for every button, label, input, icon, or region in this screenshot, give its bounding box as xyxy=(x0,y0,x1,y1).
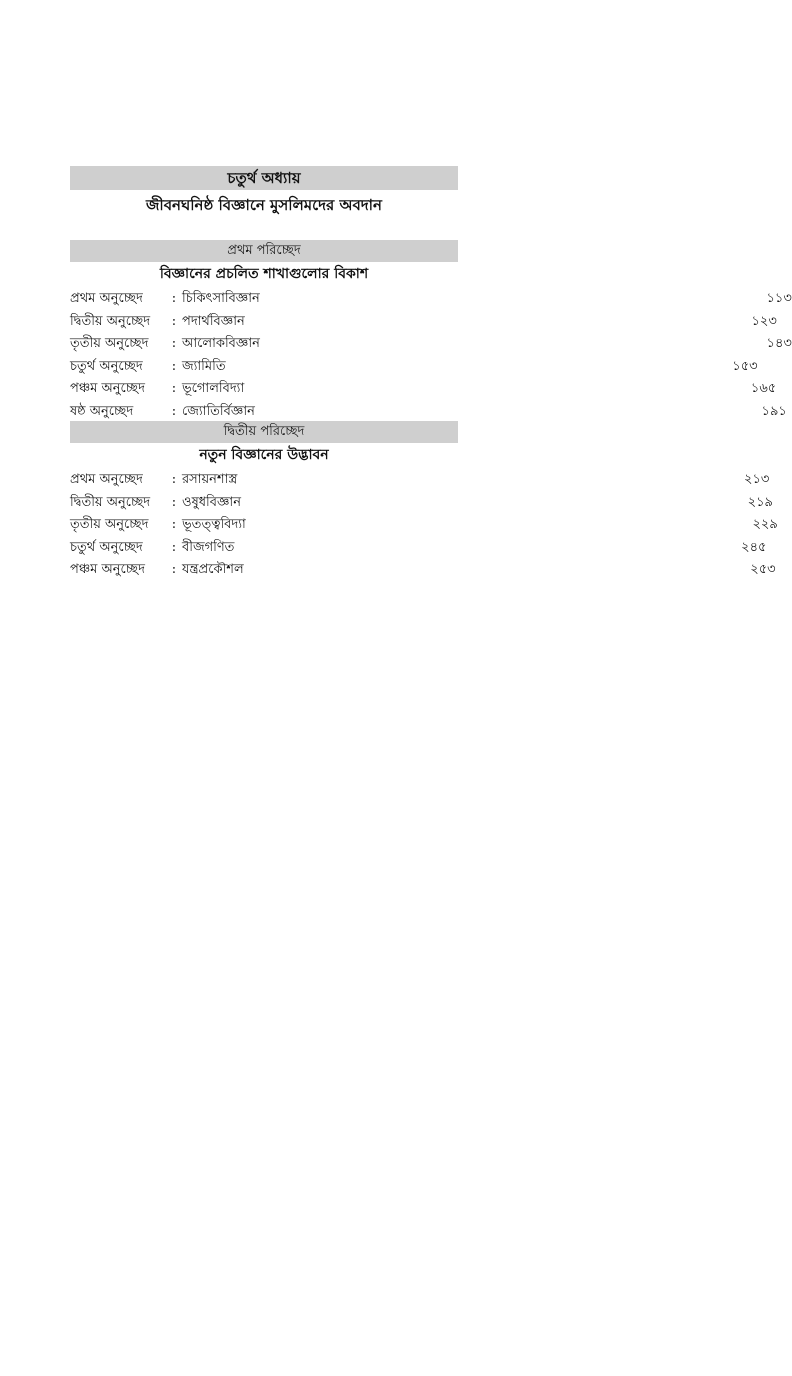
entry-title: রসায়নশাস্ত্র xyxy=(182,472,238,487)
entry-label: প্রথম অনুচ্ছেদ xyxy=(70,291,143,306)
entry-label: চতুর্থ অনুচ্ছেদ xyxy=(70,358,143,374)
toc-entry[interactable] xyxy=(70,312,777,335)
entry-title: যন্ত্রপ্রকৌশল xyxy=(182,562,244,578)
entry-page-number: ২১৯ xyxy=(747,494,773,510)
entry-separator: : xyxy=(171,517,177,533)
entry-title: আলোকবিজ্ঞান xyxy=(182,336,260,352)
entry-label: দ্বিতীয় অনুচ্ছেদ xyxy=(70,313,151,329)
entry-title: বীজগণিত xyxy=(182,539,235,555)
toc-entry[interactable] xyxy=(70,538,767,561)
entry-page-number: ২১৩ xyxy=(744,472,770,487)
entry-title: ওষুধবিজ্ঞান xyxy=(182,494,241,510)
section-heading-2: দ্বিতীয় পরিচ্ছেদ xyxy=(70,421,458,443)
toc-list-2 xyxy=(70,470,778,583)
toc-entry[interactable] xyxy=(70,357,758,380)
entry-separator: : xyxy=(171,562,177,578)
toc-entry[interactable] xyxy=(70,289,792,312)
entry-page-number: ২২৯ xyxy=(752,517,778,533)
entry-label: প্রথম অনুচ্ছেদ xyxy=(70,472,143,487)
entry-separator: : xyxy=(171,403,177,419)
entry-page-number: ১১৩ xyxy=(766,291,792,306)
entry-title: ভূগোলবিদ্যা xyxy=(182,381,245,397)
entry-page-number: ১৯১ xyxy=(761,403,787,419)
entry-title: পদার্থবিজ্ঞান xyxy=(182,313,245,329)
entry-separator: : xyxy=(171,358,177,374)
entry-page-number: ১৪৩ xyxy=(766,336,792,352)
entry-label: চতুর্থ অনুচ্ছেদ xyxy=(70,539,143,555)
entry-page-number: ২৫৩ xyxy=(750,562,776,578)
entry-title: জ্যামিতি xyxy=(182,358,226,374)
entry-page-number: ১৬৫ xyxy=(750,381,777,397)
entry-label: পঞ্চম অনুচ্ছেদ xyxy=(70,562,145,578)
section-title-2: নতুন বিজ্ঞানের উদ্ভাবন xyxy=(199,447,329,463)
toc-entry[interactable] xyxy=(70,334,792,357)
entry-separator: : xyxy=(171,539,177,555)
entry-page-number: ১৫৩ xyxy=(732,358,758,374)
toc-entry[interactable] xyxy=(70,515,778,538)
section-title-1: বিজ্ঞানের প্রচলিত শাখাগুলোর বিকাশ xyxy=(159,266,369,282)
entry-title: চিকিৎসাবিজ্ঞান xyxy=(182,291,260,306)
entry-page-number: ২৪৫ xyxy=(741,539,767,555)
chapter-subtitle: জীবনঘনিষ্ঠ বিজ্ঞানে মুসলিমদের অবদান xyxy=(145,196,382,214)
toc-entry[interactable] xyxy=(70,493,773,516)
entry-page-number: ১২৩ xyxy=(751,313,777,329)
toc-entry[interactable] xyxy=(70,470,770,493)
section-heading-1: প্রথম পরিচ্ছেদ xyxy=(70,240,458,262)
entry-label: দ্বিতীয় অনুচ্ছেদ xyxy=(70,494,151,510)
entry-label: তৃতীয় অনুচ্ছেদ xyxy=(70,336,149,352)
entry-title: জ্যোতির্বিজ্ঞান xyxy=(182,403,255,419)
entry-label: পঞ্চম অনুচ্ছেদ xyxy=(70,381,145,397)
entry-separator: : xyxy=(171,381,177,397)
entry-label: ষষ্ঠ অনুচ্ছেদ xyxy=(70,403,134,419)
entry-separator: : xyxy=(171,494,177,510)
toc-list-1 xyxy=(70,289,792,425)
entry-separator: : xyxy=(171,472,177,487)
chapter-heading: চতুর্থ অধ্যায় xyxy=(70,166,458,190)
toc-entry[interactable] xyxy=(70,379,777,402)
toc-entry[interactable] xyxy=(70,560,776,583)
entry-separator: : xyxy=(171,313,177,329)
entry-title: ভূতত্ত্ববিদ্যা xyxy=(182,517,246,533)
entry-label: তৃতীয় অনুচ্ছেদ xyxy=(70,517,149,533)
entry-separator: : xyxy=(171,336,177,352)
entry-separator: : xyxy=(171,291,177,306)
